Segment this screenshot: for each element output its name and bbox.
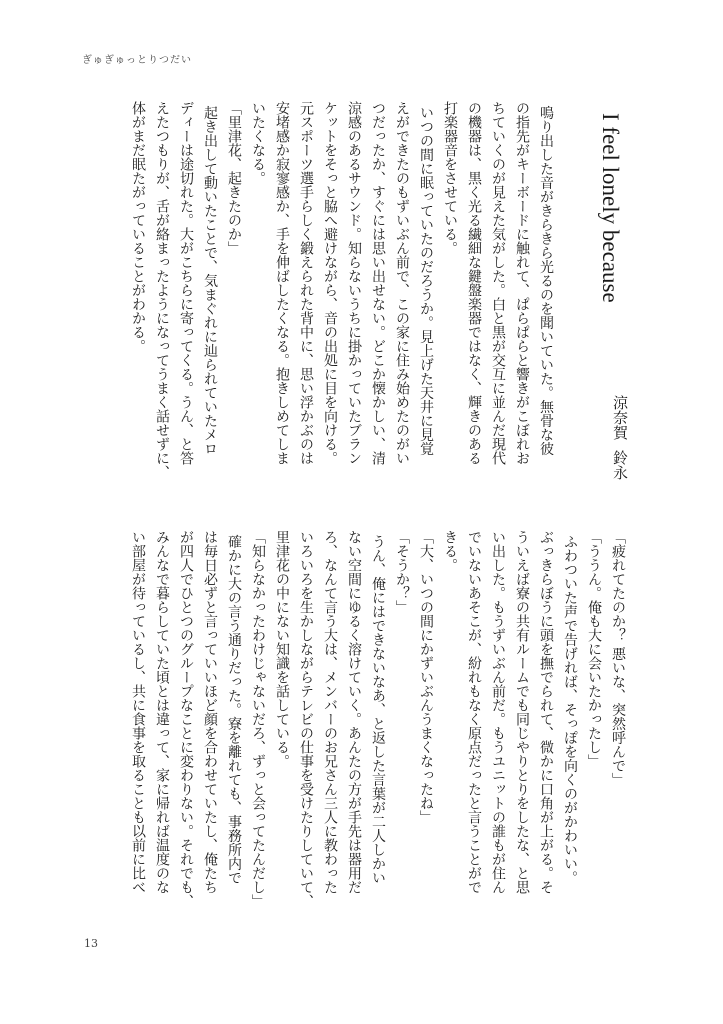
body-text-lower: 「疲れてたのか？ 悪いな、突然呼んで」 「ううん。俺も大に会いたかったし」 ふわついた声で告げれば、そっぽを向くのがかわいい。 ぶっきらぼうに頭を撫でられて、微かに口角が上がる。そ ういえば寮の共有ルームでも同じやりとりをしたな、と思 い出した。もうずいぶん前だ。もうユニットの誰もが住ん でいないあそこが、紛れもなく原点だったと言うことがで きる。 「大、いつの間にかずいぶんうまくなったね」 「そうか？」 うん、俺にはできないなあ、と返した言葉が二人しかい ない空間にゆるく溶けていく。あんたの方が手先は器用だ ろ、なんて言う大は、メンバーのお兄さん三人に教わった いろいろを生かしながらテレビの仕事を受けたりしていて、 里津花の中にない知識を話している。 「知らなかったわけじゃないだろ、ずっと会ってたんだし」 確かに大の言う通りだった。寮を離れても、事務所内で は毎日必ずと言っていいほど顔を合わせていたし、俺たち が四人でひとつのグループなことに変わりない。それでも、 みんなで暮らしていた頃とは違って、家に帰れば温度のな い部屋が待っているし、共に食事を取ることも以前に比べ [130,530,626,908]
body-text-upper: 鳴り出した音がきらきら光るのを聞いていた。無骨な彼 の指先がキーボードに触れて、ぱらぱらと響きがこぼれお ちていくのが見えた気がした。白と黒が交互に並んだ現代 の機器は、黒く光る繊細な鍵盤楽器ではなく、輝きのある 打楽器音をさせている。 いつの間に眠っていたのだろうか。見上げた天井に見覚 えができたのもずいぶん前で、この家に住み始めたのがい つだったか、すぐには思い出せない。どこか懐かしい、清 涼感のあるサウンド。知らないうちに掛かっていたブラン ケットをそっと脇へ避けながら、音の出処に目を向ける。 元スポーツ選手らしく鍛えられた背中に、思い浮かぶのは 安堵感か寂寥感か、手を伸ばしたくなる。抱きしめてしま いたくなる。 「里津花、起きたのか」 起き出して動いたことで、気まぐれに辿られていたメロ ディーは途切れた。大がこちらに寄ってくる。うん、と答 えたつもりが、舌が絡まったようになってうまく話せずに、 体がまだ眠たがっていることがわかる。 [130,101,554,479]
story-title: I feel lonely because [598,113,623,303]
author-given-name: 涼奈賀 [611,395,629,440]
page-number: 13 [84,937,98,950]
running-head: ぎゅぎゅっとりつだい [82,55,192,66]
author-byline [590,395,630,495]
author-family-name: 鈴永 [611,450,629,480]
